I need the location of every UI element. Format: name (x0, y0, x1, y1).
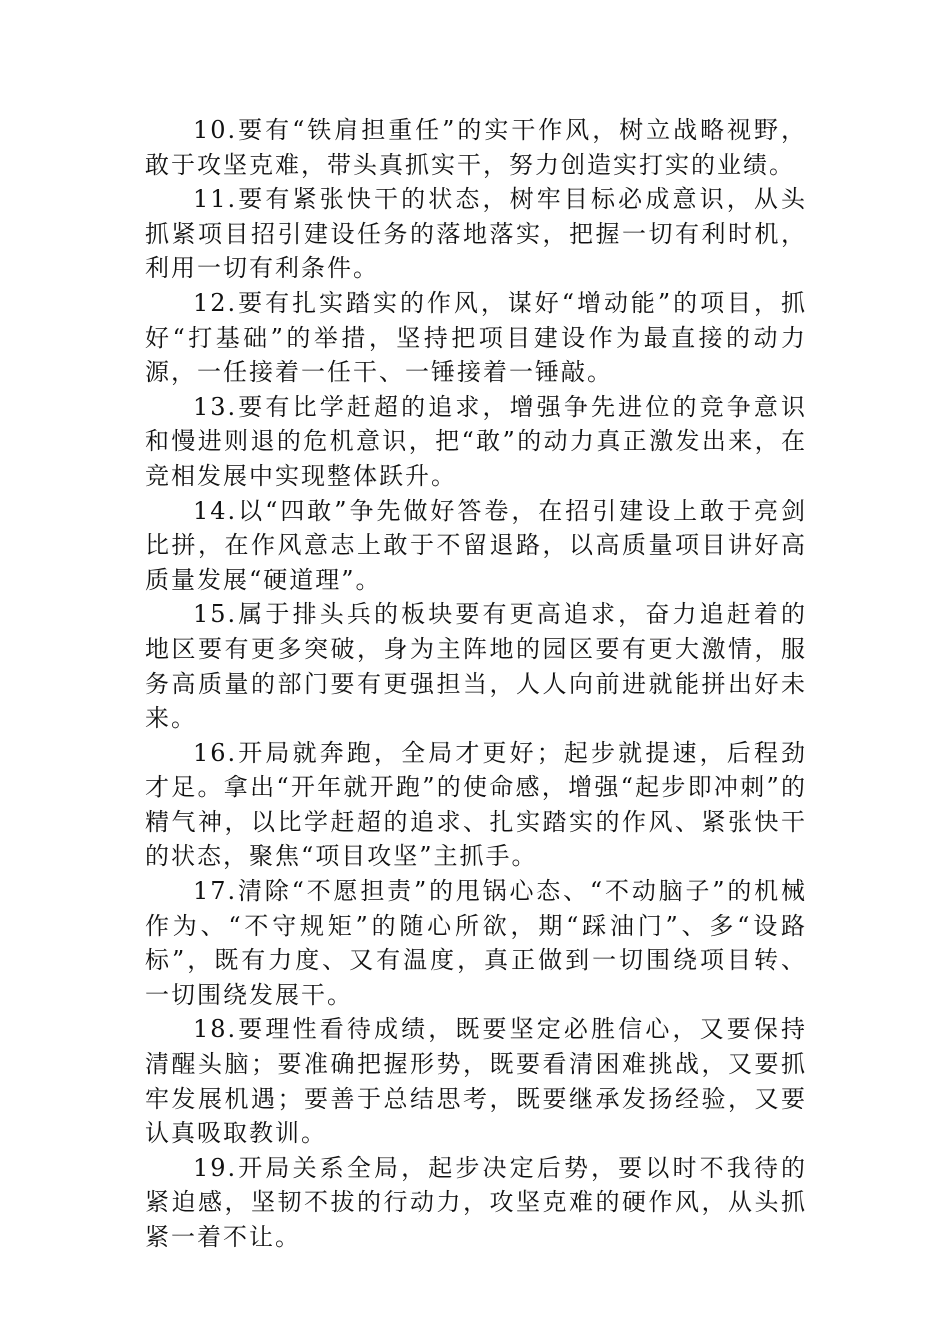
paragraph-13: 13.要有比学赶超的追求，增强争先进位的竞争意识和慢进则退的危机意识，把“敢”的动力真正激发出来，在竞相发展中实现整体跃升。 (145, 392, 807, 490)
paragraph-11: 11.要有紧张快干的状态，树牢目标必成意识，从头抓紧项目招引建设任务的落地落实，把握一切有利时机，利用一切有利条件。 (145, 185, 807, 283)
paragraph-14: 14.以“四敢”争先做好答卷，在招引建设上敢于亮剑比拼，在作风意志上敢于不留退路，以高质量项目讲好高质量发展“硬道理”。 (145, 496, 807, 594)
paragraph-10: 10.要有“铁肩担重任”的实干作风，树立战略视野，敢于攻坚克难，带头真抓实干，努力创造实打实的业绩。 (145, 116, 807, 179)
paragraph-12: 12.要有扎实踏实的作风，谋好“增动能”的项目，抓好“打基础”的举措，坚持把项目建设作为最直接的动力源，一任接着一任干、一锤接着一锤敲。 (145, 288, 807, 387)
paragraph-17: 17.清除“不愿担责”的甩锅心态、“不动脑子”的机械作为、“不守规矩”的随心所欲，期“踩油门”、多“设路标”，既有力度、又有温度，真正做到一切围绕项目转、一切围绕发展干。 (145, 877, 807, 1009)
paragraph-15: 15.属于排头兵的板块要有更高追求，奋力追赶着的地区要有更多突破，身为主阵地的园区要有更大激情，服务高质量的部门要有更强担当，人人向前进就能拼出好未来。 (145, 600, 807, 733)
document-body (145, 113, 807, 1255)
paragraph-18: 18.要理性看待成绩，既要坚定必胜信心，又要保持清醒头脑；要准确把握形势，既要看清困难挑战，又要抓牢发展机遇；要善于总结思考，既要继承发扬经验，又要认真吸取教训。 (145, 1015, 807, 1148)
paragraph-16: 16.开局就奔跑，全局才更好；起步就提速，后程劲才足。拿出“开年就开跑”的使命感，增强“起步即冲刺”的精气神，以比学赶超的追求、扎实踏实的作风、紧张快干的状态，聚焦“项目攻坚”主抓手。 (145, 738, 807, 871)
paragraph-19: 19.开局关系全局，起步决定后势，要以时不我待的紧迫感，坚韧不拔的行动力，攻坚克难的硬作风，从头抓紧一着不让。 (145, 1153, 807, 1251)
